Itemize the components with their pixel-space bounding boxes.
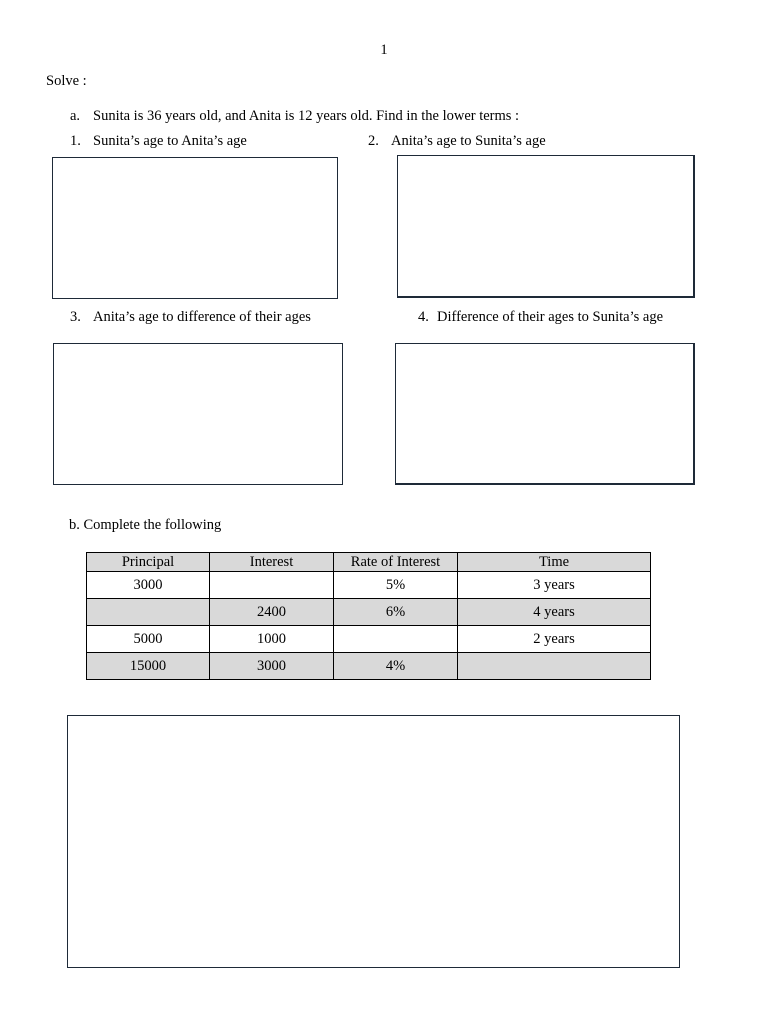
question-a [70,108,519,125]
sub-question-2 [368,133,546,150]
sub-question-4 [418,309,663,326]
cell-interest: 2400 [210,599,334,626]
header-rate: Rate of Interest [334,553,458,572]
question-a-text: Sunita is 36 years old, and Anita is 12 years old. Find in the lower terms : [93,108,520,124]
cell-rate: 5% [334,572,458,599]
header-interest: Interest [210,553,334,572]
cell-time: 2 years [458,626,651,653]
answer-box-2[interactable] [397,155,695,298]
cell-time: 4 years [458,599,651,626]
sub-question-number: 2. [368,133,379,149]
header-time: Time [458,553,651,572]
sub-question-label: Sunita’s age to Anita’s age [93,133,247,149]
table-row [87,572,651,599]
question-b: b. Complete the following [69,517,222,533]
working-answer-box[interactable] [67,715,680,968]
page-number: 1 [380,42,388,58]
header-principal: Principal [87,553,210,572]
interest-table [86,552,651,680]
sub-question-number: 1. [70,133,81,149]
table-row [87,626,651,653]
table-row [87,599,651,626]
sub-question-label: Anita’s age to difference of their ages [93,309,311,325]
cell-principal: 5000 [87,626,210,653]
cell-principal[interactable] [87,599,210,626]
question-a-marker: a. [70,108,81,124]
cell-principal: 15000 [87,653,210,680]
cell-rate[interactable] [334,626,458,653]
answer-box-3[interactable] [53,343,343,485]
table-row [87,653,651,680]
cell-rate: 6% [334,599,458,626]
cell-interest: 3000 [210,653,334,680]
answer-box-4[interactable] [395,343,695,485]
cell-principal: 3000 [87,572,210,599]
cell-interest[interactable] [210,572,334,599]
answer-box-1[interactable] [52,157,338,299]
cell-time: 3 years [458,572,651,599]
section-heading: Solve : [46,73,87,89]
cell-rate: 4% [334,653,458,680]
cell-interest: 1000 [210,626,334,653]
table-header-row [87,553,651,572]
cell-time[interactable] [458,653,651,680]
sub-question-number: 4. [418,309,429,325]
sub-question-label: Difference of their ages to Sunita’s age [437,309,664,325]
sub-question-1 [70,133,247,150]
sub-question-number: 3. [70,309,81,325]
sub-question-3 [70,309,311,326]
sub-question-label: Anita’s age to Sunita’s age [391,133,546,149]
